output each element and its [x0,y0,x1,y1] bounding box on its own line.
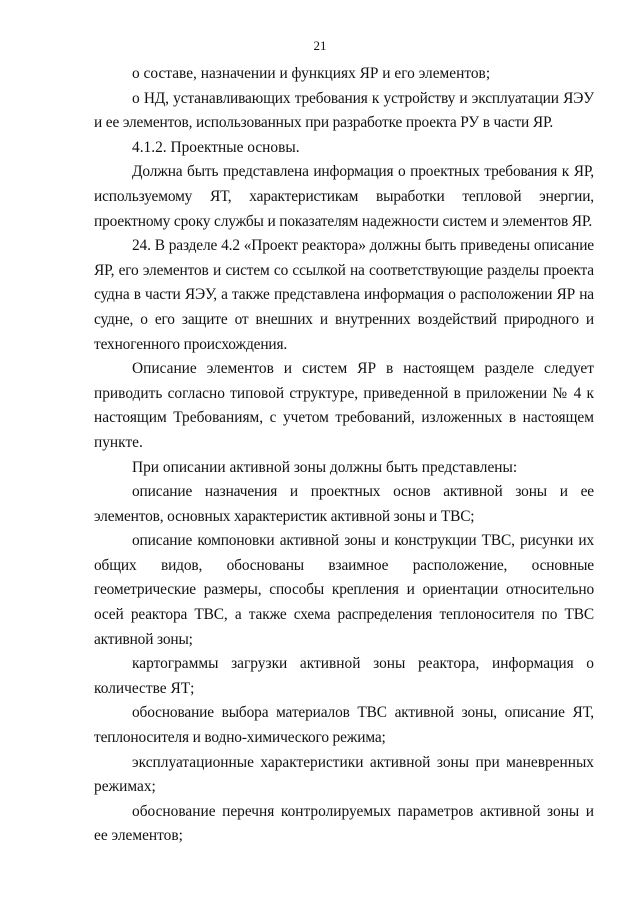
paragraph-normative-docs: о НД, устанавливающих требования к устройству и эксплуатации ЯЭУ и ее элементов, использованных при разработке проекта РУ в части ЯР. [94,89,594,132]
paragraph-composition: о составе, назначении и функциях ЯР и его элементов; [132,65,491,82]
list-item-loading-cartograms: картограммы загрузки активной зоны реактора, информация о количестве ЯТ; [94,655,594,697]
paragraph-item-24: 24. В разделе 4.2 «Проект реактора» должны быть приведены описание ЯР, его элементов и систем со ссылкой на соответствующие разделы проекта судна в части ЯЭУ, а также представлена информация о расположении ЯР на судне, о его защите от внешних и внутренних воздействий природного и техногенного происхождения. [94,237,594,353]
paragraph-design-requirements: Должна быть представлена информация о проектных требования к ЯР, используемому ЯТ, характеристикам выработки тепловой энергии, проектному сроку службы и показателям надежности систем и элементов ЯР. [94,163,594,230]
document-body [94,62,594,849]
page-number: 21 [313,38,327,53]
list-item-operating-characteristics: эксплуатационные характеристики активной зоны при маневренных режимах; [94,753,594,796]
list-item-core-layout: описание компоновки активной зоны и конструкции ТВС, рисунки их общих видов, обоснованы взаимное расположение, основные геометрические размеры, способы крепления и ориентации относительно осей реактора ТВС, а также схема распределения теплоносителя по ТВС активной зоны; [94,532,594,648]
list-item-core-purpose: описание назначения и проектных основ активной зоны и ее элементов, основных характеристик активной зоны и ТВС; [94,483,594,525]
paragraph-core-intro: При описании активной зоны должны быть представлены: [132,458,518,476]
list-item-materials: обоснование выбора материалов ТВС активной зоны, описание ЯТ, теплоносителя и водно-химического режима; [94,704,594,747]
paragraph-description-structure: Описание элементов и систем ЯР в настоящем разделе следует приводить согласно типовой структуре, приведенной в приложении № 4 к настоящим Требованиям, с учетом требований, изложенных в настоящем пункте. [94,360,594,451]
section-heading-4-1-2: 4.1.2. Проектные основы. [132,138,300,156]
list-item-monitored-parameters: обоснование перечня контролируемых параметров активной зоны и ее элементов; [94,802,594,845]
